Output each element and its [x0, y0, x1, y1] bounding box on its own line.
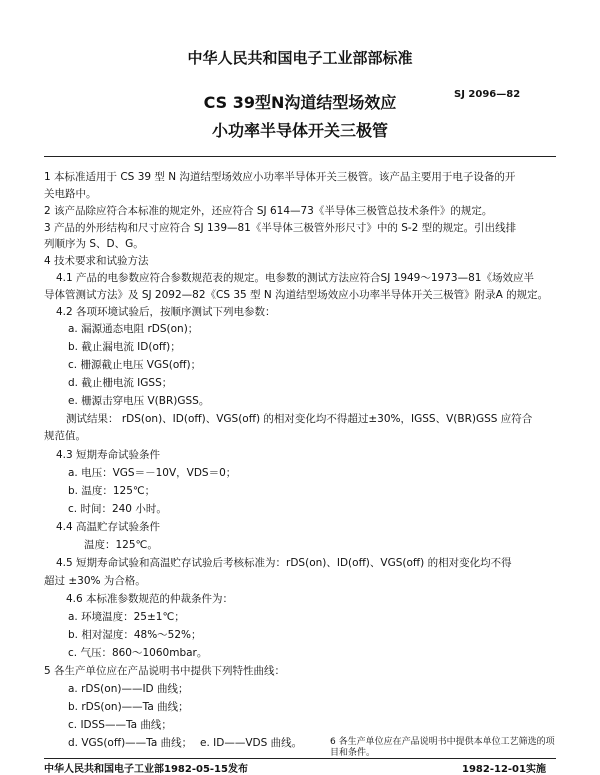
clause-5: 5 各生产单位应在产品说明书中提供下列特性曲线： — [44, 665, 286, 677]
item-4-6-a: a. 环境温度：25±1℃； — [68, 611, 185, 623]
item-5-e: e. ID——VDS 曲线。 — [200, 737, 303, 749]
clause-1: 1 本标准适用于 CS 39 型 N 沟道结型场效应小功率半导体开关三极管。该产品主要用于电子设备的开 — [44, 171, 516, 183]
issuing-org: 中华人民共和国电子工业部部标准 — [187, 49, 413, 67]
clause-4: 4 技术要求和试验方法 — [44, 255, 149, 267]
footer-rule — [44, 758, 556, 759]
clause-4-5: 4.5 短期寿命试验和高温贮存试验后考核标准为：rDS(on)、ID(off)、VGS(off) 的相对变化均不得 — [56, 557, 512, 569]
item-4-3-c: c. 时间：240 小时。 — [68, 503, 167, 515]
item-5-a: a. rDS(on)——ID 曲线； — [68, 683, 189, 695]
item-4-2-e: e. 栅源击穿电压 V(BR)GSS。 — [68, 395, 210, 407]
clause-1-cont: 关电路中。 — [44, 188, 97, 200]
standard-code: SJ 2096—82 — [454, 89, 521, 100]
clause-4-1-cont: 导体管测试方法》及 SJ 2092—82《CS 35 型 N 沟道结型场效应小功率半导体开关三极管》附录A 的规定。 — [44, 289, 549, 301]
header-rule — [44, 156, 556, 157]
clause-6: 6 各生产单位应在产品说明书中提供本单位工艺筛选的项目和条件。 — [330, 737, 555, 758]
item-4-2-d: d. 截止栅电流 IGSS； — [68, 377, 173, 389]
item-4-2-b: b. 截止漏电流 ID(off)； — [68, 341, 181, 353]
test-result-cont: 规范值。 — [44, 430, 86, 442]
item-5-d: d. VGS(off)——Ta 曲线； — [68, 737, 193, 749]
effective-date: 1982-12-01实施 — [462, 764, 546, 775]
item-4-6-c: c. 气压：860～1060mbar。 — [68, 647, 208, 659]
issued-date: 中华人民共和国电子工业部1982-05-15发布 — [44, 764, 248, 775]
item-4-2-c: c. 栅源截止电压 VGS(off)； — [68, 359, 202, 371]
title-line-1: CS 39型N沟道结型场效应 — [203, 93, 397, 112]
item-4-3-b: b. 温度：125℃； — [68, 485, 156, 497]
item-4-3-a: a. 电压：VGS＝－10V，VDS＝0； — [68, 467, 237, 479]
item-4-2-a: a. 漏源通态电阻 rDS(on)； — [68, 323, 199, 335]
clause-4-4: 4.4 高温贮存试验条件 — [56, 521, 161, 533]
item-5-c: c. IDSS——Ta 曲线； — [68, 719, 172, 731]
item-4-4-a: 温度：125℃。 — [84, 539, 158, 551]
clause-4-6: 4.6 本标准参数规范的仲裁条件为： — [66, 593, 234, 605]
item-4-6-b: b. 相对湿度：48%～52%； — [68, 629, 202, 641]
clause-4-3: 4.3 短期寿命试验条件 — [56, 449, 161, 461]
clause-2: 2 该产品除应符合本标准的规定外，还应符合 SJ 614—73《半导体三极管总技术条件》的规定。 — [44, 205, 493, 217]
clause-3: 3 产品的外形结构和尺寸应符合 SJ 139—81《半导体三极管外形尺寸》中的 S-2 型的规定。引出线排 — [44, 222, 517, 234]
clause-4-2: 4.2 各项环境试验后，按顺序测试下列电参数： — [56, 306, 276, 318]
item-5-b: b. rDS(on)——Ta 曲线； — [68, 701, 189, 713]
clause-3-cont: 列顺序为 S、D、G。 — [44, 238, 144, 250]
clause-4-1: 4.1 产品的电参数应符合参数规范表的规定。电参数的测试方法应符合SJ 1949～1973—81《场效应半 — [56, 272, 534, 284]
clause-4-5-cont: 超过 ±30% 为合格。 — [44, 575, 146, 587]
title-line-2: 小功率半导体开关三极管 — [211, 121, 388, 140]
test-result: 测试结果： rDS(on)、ID(off)、VGS(off) 的相对变化均不得超过±30%，IGSS、V(BR)GSS 应符合 — [66, 413, 533, 425]
